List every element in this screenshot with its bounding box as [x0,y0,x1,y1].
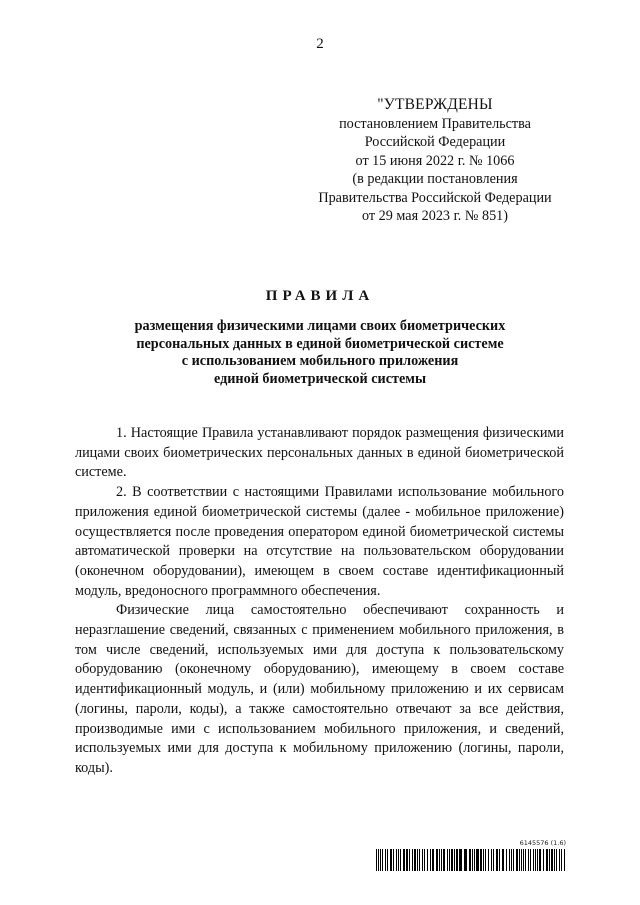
subtitle-line: с использованием мобильного приложения [181,353,459,369]
subtitle-line: единой биометрической системы [213,370,427,387]
approval-heading: "УТВЕРЖДЕНЫ [377,96,493,113]
approval-stamp [300,96,570,226]
approval-line: Российской Федерации [364,134,506,150]
paragraph-1: 1. Настоящие Правила устанавливают порядок размещения физическими лицами своих биометрических персональных данных в единой биометрической системе. [75,425,564,481]
document-title: ПРАВИЛА [265,288,375,304]
approval-line: Правительства Российской Федерации [318,189,552,206]
approval-line: постановлением Правительства [339,115,531,132]
barcode-icon [376,849,566,871]
document-subtitle [80,318,560,388]
approval-line: (в редакции постановления [352,171,518,187]
approval-line: от 29 мая 2023 г. № 851) [362,208,508,224]
barcode-caption: 6145576 (1.6) [519,839,566,847]
page-number: 2 [316,36,324,52]
paragraph-3: Физические лица самостоятельно обеспечивают сохранность и неразглашение сведений, связанных с применением мобильного приложения, в том числе сведений, используемых ими для доступа к пользовательскому оборудованию (оконечному оборудованию), имеющему в своем составе идентификационный модуль, и (или) мобильному приложению и их сервисам (логины, пароли, коды), а также самостоятельно отвечают за все действия, производимые ими с использованием мобильного приложения, и сведений, используемых ими для доступа к мобильному приложению (логины, пароли, коды). [75,602,564,776]
subtitle-line: размещения физическими лицами своих биометрических [134,318,506,334]
approval-line: от 15 июня 2022 г. № 1066 [355,152,515,169]
barcode-block [376,839,566,871]
paragraph-2: 2. В соответствии с настоящими Правилами использование мобильного приложения единой биометрической системы (далее - мобильное приложение) осуществляется после проведения оператором единой биометрической системы автоматической проверки на отсутствие на пользовательском оборудовании (оконечном оборудовании), имеющем в своем составе идентификационный модуль, вредоносного программного обеспечения. [75,484,564,599]
subtitle-line: персональных данных в единой биометрической системе [136,335,504,352]
document-body [75,424,564,779]
